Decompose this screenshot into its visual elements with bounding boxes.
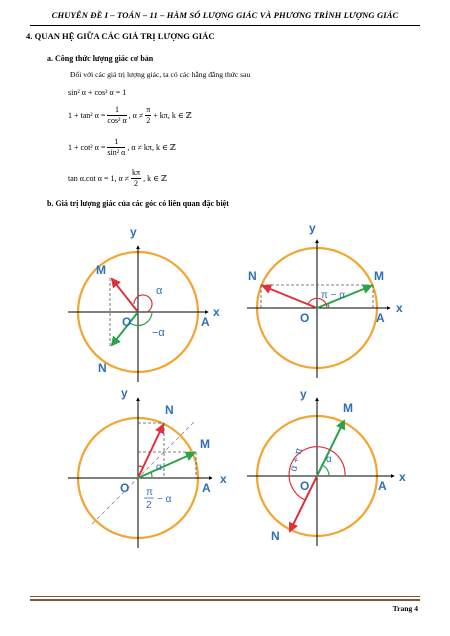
d2-label-a: A xyxy=(376,311,385,325)
d1-label-m: M xyxy=(96,263,106,277)
d4-label-x: x xyxy=(399,470,406,484)
d4-label-a: A xyxy=(378,479,387,493)
d4-vector-om xyxy=(317,421,344,476)
d4-angle-arc-alpha xyxy=(322,465,329,476)
d2-label-x: x xyxy=(396,301,403,315)
formula-4-den: 2 xyxy=(134,179,139,188)
d2-angle-arc-alpha xyxy=(328,304,329,308)
d4-label-alpha: α xyxy=(326,454,332,465)
d3-label-n: N xyxy=(165,403,174,417)
diagram-complementary-angles xyxy=(68,386,227,548)
d3-label-two: 2 xyxy=(146,500,152,511)
formula-3-cond: , α ≠ kπ, k ∈ ℤ xyxy=(127,143,176,152)
d1-label-x: x xyxy=(213,305,220,319)
d3-label-m: M xyxy=(200,437,210,451)
subsection-b-title: b. Giá trị lượng giác của các góc có liên quan đặc biệt xyxy=(47,199,229,208)
footer-divider-thick xyxy=(30,599,420,601)
d2-label-pi-minus-alpha: π − α xyxy=(321,290,346,301)
d3-label-x: x xyxy=(220,472,227,486)
d3-vector-om xyxy=(138,453,194,478)
footer-divider-thin xyxy=(30,596,420,597)
formula-1-text: sin² α + cos² α = 1 xyxy=(68,88,127,97)
formula-2-cond-b: + kπ, k ∈ ℤ xyxy=(153,111,192,120)
formula-2-num: 1 xyxy=(107,105,126,116)
d2-vector-on xyxy=(263,286,317,308)
formula-2-cond-den: 2 xyxy=(146,116,151,125)
d3-angle-arc-alpha xyxy=(151,472,152,478)
formula-4-left: tan α.cot α = 1, α ≠ xyxy=(68,174,130,183)
subsection-a-title: a. Công thức lượng giác cơ bản xyxy=(47,54,154,63)
d2-label-n: N xyxy=(248,269,257,283)
d3-label-alpha: α xyxy=(156,462,162,473)
d3-angle-arc-complement xyxy=(138,466,143,467)
d1-label-n: N xyxy=(98,361,107,375)
formula-2-cond-num: π xyxy=(146,105,151,114)
formula-4-num: kπ xyxy=(132,168,141,177)
formula-4-cond: , k ∈ ℤ xyxy=(143,174,167,183)
d3-label-a: A xyxy=(202,481,211,495)
diagram-angle-plus-pi xyxy=(247,387,406,546)
formula-3-left: 1 + cot² α = xyxy=(68,143,106,152)
formula-2-left: 1 + tan² α = xyxy=(68,111,106,120)
d2-label-y: y xyxy=(309,221,316,235)
d4-label-o: O xyxy=(300,479,310,493)
formula-3-num: 1 xyxy=(107,137,125,148)
d2-label-o: O xyxy=(300,311,310,325)
d3-label-pi: π xyxy=(146,487,153,498)
d1-label-a: A xyxy=(201,315,210,329)
section-title: 4. QUAN HỆ GIỮA CÁC GIÁ TRỊ LƯỢNG GIÁC xyxy=(26,31,215,41)
formula-2-den: cos² α xyxy=(107,116,127,125)
formula-2-cond-a: , α ≠ xyxy=(128,111,144,120)
d4-label-m: M xyxy=(343,401,353,415)
d4-label-y: y xyxy=(300,387,307,401)
d3-label-y: y xyxy=(121,386,128,400)
formula-3-den: sin² α xyxy=(107,148,126,157)
d3-label-minus-alpha: − α xyxy=(157,494,172,505)
d3-label-o: O xyxy=(120,481,130,495)
d2-label-m: M xyxy=(374,269,384,283)
d1-vector-om xyxy=(112,279,138,312)
d1-label-minus-alpha: −α xyxy=(152,327,165,339)
d1-label-alpha: α xyxy=(156,285,163,297)
intro-text: Đối với các giá trị lượng giác, ta có các hằng đẳng thức sau xyxy=(70,70,251,79)
page-header: CHUYÊN ĐỀ I – TOÁN – 11 – HÀM SỐ LƯỢNG GIÁC VÀ PHƯƠNG TRÌNH LƯỢNG GIÁC xyxy=(51,10,399,20)
diagram-opposite-angles xyxy=(68,225,220,382)
d1-label-o: O xyxy=(122,315,132,329)
page-number: Trang 4 xyxy=(392,604,418,613)
d4-label-n: N xyxy=(271,529,280,543)
d4-label-alpha-plus-pi: α + π xyxy=(288,446,306,473)
d1-label-y: y xyxy=(130,225,137,239)
diagram-supplementary-angles xyxy=(247,221,403,378)
